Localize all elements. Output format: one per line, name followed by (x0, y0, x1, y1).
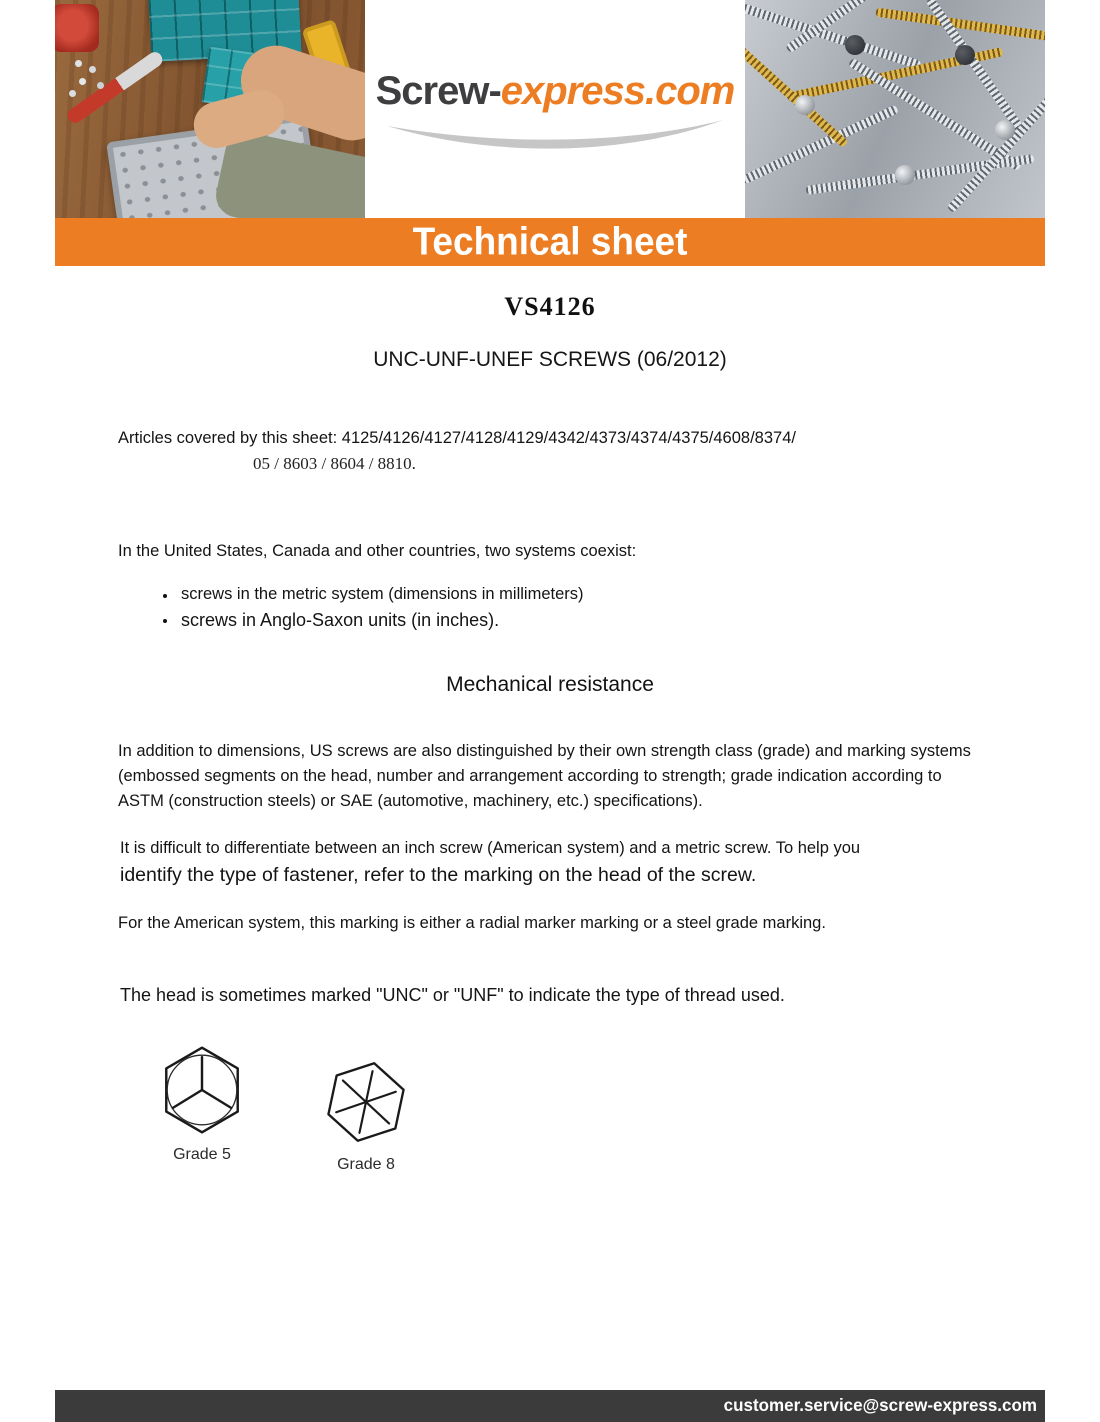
screw-head-shape (955, 45, 975, 65)
logo-text-orange: express.com (500, 68, 735, 113)
intro-paragraph: In the United States, Canada and other countries, two systems coexist: (118, 542, 637, 560)
screw-head-shape (845, 35, 865, 55)
logo-swoosh-icon (385, 116, 725, 150)
screw-head-shape (995, 120, 1015, 140)
document-body (55, 266, 1045, 1174)
bullet-metric: screws in the metric system (dimensions in millimeters) (155, 585, 1045, 604)
screws-pile-photo (745, 0, 1045, 218)
bullet-anglo-saxon: screws in Anglo-Saxon units (in inches). (155, 610, 1045, 631)
systems-bullet-list (155, 585, 1045, 631)
paragraph-american-marking: For the American system, this marking is either a radial marker marking or a steel grade marking. (118, 914, 826, 932)
grade5-figure (155, 1040, 249, 1164)
grade-figures (155, 1040, 1045, 1174)
workbench-photo (55, 0, 365, 218)
articles-line1: Articles covered by this sheet: 4125/4126/4127/4128/4129/4342/4373/4374/4375/4608/8374/ (118, 429, 796, 447)
screw-head-shape (895, 165, 915, 185)
paragraph-identification (120, 836, 990, 890)
screw-shape (745, 41, 849, 148)
technical-sheet-banner (55, 218, 1045, 266)
tape-measure-shape (55, 4, 99, 52)
logo-area (365, 0, 745, 218)
section-title-mechanical-resistance: Mechanical resistance (446, 673, 654, 696)
page-header (55, 0, 1045, 218)
brand-logo (376, 69, 735, 114)
grade8-head-icon (321, 1054, 411, 1150)
grade5-head-icon (155, 1040, 249, 1140)
customer-service-email: customer.service@screw-express.com (723, 1395, 1037, 1416)
document-code: VS4126 (504, 292, 596, 321)
page-footer (55, 1390, 1045, 1422)
paragraph-strength-classes: In addition to dimensions, US screws are also distinguished by their own strength class (grade) and marking systems (embossed segments on the head, number and arrangement according to strength; grade indication according to ASTM (construction steels) or SAE (automotive, machinery, etc.) specifications). (118, 742, 971, 810)
banner-title: Technical sheet (412, 219, 688, 263)
articles-line2: 05 / 8603 / 8604 / 8810. (253, 454, 416, 473)
document-title: UNC-UNF-UNEF SCREWS (06/2012) (373, 348, 727, 371)
washers-shape (75, 60, 82, 67)
logo-text-dark: Screw- (375, 68, 501, 113)
grade8-figure (321, 1054, 411, 1174)
identification-line1: It is difficult to differentiate between an inch screw (American system) and a metric screw. To help you (120, 839, 861, 857)
grade8-label: Grade 8 (337, 1156, 395, 1173)
grade5-label: Grade 5 (173, 1146, 231, 1163)
articles-covered (118, 426, 998, 476)
screw-head-shape (795, 95, 815, 115)
identification-line2: identify the type of fastener, refer to the marking on the head of the screw. (120, 864, 757, 886)
paragraph-head-marking: The head is sometimes marked "UNC" or "UNF" to indicate the type of thread used. (120, 985, 785, 1005)
